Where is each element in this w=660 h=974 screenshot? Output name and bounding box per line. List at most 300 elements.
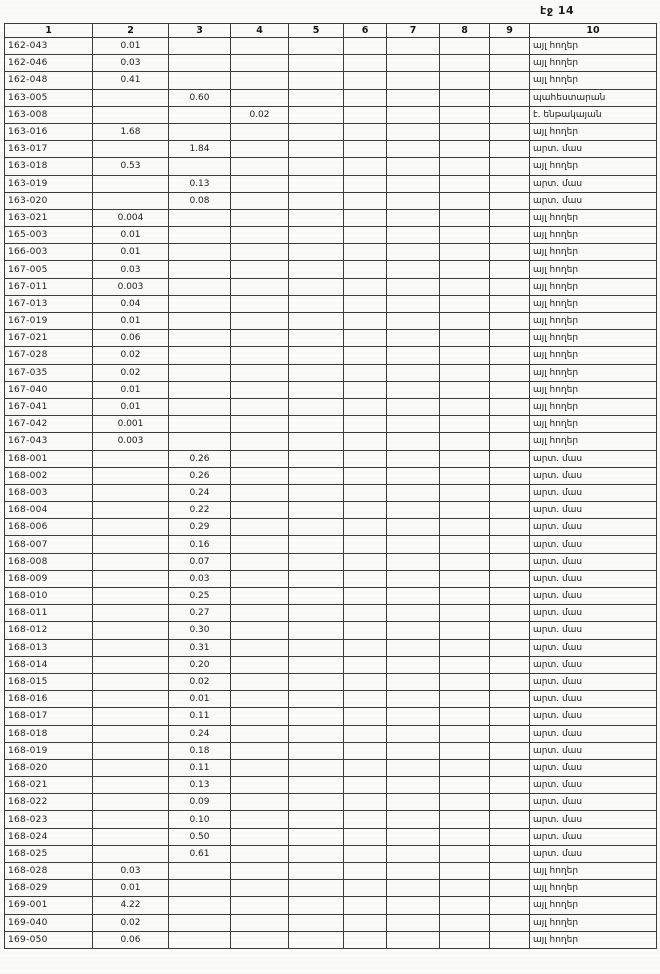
table-row	[5, 742, 657, 759]
row-value	[387, 794, 440, 811]
row-value	[387, 398, 440, 415]
row-value	[169, 433, 231, 450]
row-label: արտ. մաս	[530, 605, 657, 622]
row-value: 0.16	[169, 536, 231, 553]
row-label: արտ. մաս	[530, 467, 657, 484]
row-value	[490, 450, 530, 467]
row-value	[387, 141, 440, 158]
row-label: այլ հողեր	[530, 227, 657, 244]
table-row	[5, 502, 657, 519]
row-label: արտ. մաս	[530, 794, 657, 811]
table-row	[5, 519, 657, 536]
row-value	[169, 931, 231, 948]
row-value: 0.29	[169, 519, 231, 536]
row-value	[93, 708, 169, 725]
row-value	[289, 398, 344, 415]
row-value	[289, 897, 344, 914]
row-value	[387, 639, 440, 656]
row-value: 0.01	[93, 38, 169, 55]
row-label: արտ. մաս	[530, 691, 657, 708]
row-value	[344, 55, 387, 72]
row-value	[289, 777, 344, 794]
table-row	[5, 141, 657, 158]
row-code: 168-029	[5, 880, 93, 897]
row-value	[344, 656, 387, 673]
row-value	[387, 673, 440, 690]
row-code: 165-003	[5, 227, 93, 244]
row-value	[169, 158, 231, 175]
row-value	[387, 725, 440, 742]
row-value: 0.01	[169, 691, 231, 708]
row-value: 0.01	[93, 313, 169, 330]
table-row	[5, 605, 657, 622]
row-value	[169, 209, 231, 226]
column-header-3: 3	[169, 24, 231, 38]
row-value	[440, 897, 490, 914]
row-value	[440, 72, 490, 89]
column-header-1: 1	[5, 24, 93, 38]
row-value	[169, 347, 231, 364]
row-value	[344, 295, 387, 312]
row-value	[289, 570, 344, 587]
row-value	[93, 845, 169, 862]
row-label: այլ հողեր	[530, 880, 657, 897]
row-value	[490, 639, 530, 656]
row-value	[169, 278, 231, 295]
row-value	[490, 742, 530, 759]
row-value	[440, 880, 490, 897]
row-value: 0.31	[169, 639, 231, 656]
row-value	[344, 261, 387, 278]
row-value: 0.01	[93, 880, 169, 897]
row-value	[440, 158, 490, 175]
row-value	[289, 141, 344, 158]
column-header-7: 7	[387, 24, 440, 38]
row-value	[93, 811, 169, 828]
row-value	[490, 467, 530, 484]
row-value	[344, 914, 387, 931]
row-value: 0.24	[169, 484, 231, 501]
row-value	[387, 880, 440, 897]
table-row	[5, 759, 657, 776]
row-value	[387, 553, 440, 570]
table-row	[5, 914, 657, 931]
row-value	[289, 553, 344, 570]
row-value	[289, 175, 344, 192]
row-value	[231, 227, 289, 244]
row-value	[387, 347, 440, 364]
row-value	[231, 141, 289, 158]
row-value	[490, 55, 530, 72]
row-value	[387, 381, 440, 398]
row-code: 167-041	[5, 398, 93, 415]
row-value	[344, 158, 387, 175]
row-value	[387, 588, 440, 605]
row-code: 167-035	[5, 364, 93, 381]
row-value	[490, 433, 530, 450]
row-value	[344, 708, 387, 725]
row-label: այլ հողեր	[530, 158, 657, 175]
row-value: 0.50	[169, 828, 231, 845]
row-value	[440, 639, 490, 656]
row-value: 0.25	[169, 588, 231, 605]
row-label: այլ հողեր	[530, 398, 657, 415]
row-value	[289, 192, 344, 209]
row-value	[387, 278, 440, 295]
row-code: 168-023	[5, 811, 93, 828]
row-code: 167-011	[5, 278, 93, 295]
row-value	[387, 330, 440, 347]
row-value	[169, 330, 231, 347]
table-row	[5, 227, 657, 244]
row-value	[387, 605, 440, 622]
row-value	[93, 141, 169, 158]
row-value	[344, 673, 387, 690]
row-label: արտ. մաս	[530, 742, 657, 759]
row-value	[344, 416, 387, 433]
row-value	[440, 570, 490, 587]
row-code: 168-013	[5, 639, 93, 656]
row-value	[440, 777, 490, 794]
row-value	[344, 570, 387, 587]
table-row	[5, 622, 657, 639]
row-value: 0.10	[169, 811, 231, 828]
row-value	[387, 295, 440, 312]
table-row	[5, 570, 657, 587]
row-value	[93, 639, 169, 656]
row-value	[289, 38, 344, 55]
row-value	[490, 38, 530, 55]
row-label: արտ. մաս	[530, 845, 657, 862]
table-row	[5, 89, 657, 106]
row-code: 162-046	[5, 55, 93, 72]
table-row	[5, 553, 657, 570]
row-label: արտ. մաս	[530, 639, 657, 656]
row-label: արտ. մաս	[530, 570, 657, 587]
table-row	[5, 123, 657, 140]
row-label: արտ. մաս	[530, 622, 657, 639]
row-value	[387, 931, 440, 948]
row-value	[440, 55, 490, 72]
row-value	[289, 828, 344, 845]
row-code: 163-017	[5, 141, 93, 158]
row-value	[231, 244, 289, 261]
row-value	[93, 502, 169, 519]
row-value	[440, 364, 490, 381]
table-row	[5, 330, 657, 347]
row-value	[440, 588, 490, 605]
row-value	[387, 433, 440, 450]
row-value: 0.26	[169, 467, 231, 484]
row-label: այլ հողեր	[530, 347, 657, 364]
row-value	[440, 673, 490, 690]
row-value	[387, 502, 440, 519]
row-label: այլ հողեր	[530, 123, 657, 140]
row-value: 0.41	[93, 72, 169, 89]
row-value	[440, 450, 490, 467]
row-label: այլ հողեր	[530, 278, 657, 295]
row-value	[231, 313, 289, 330]
row-value	[93, 691, 169, 708]
row-value: 0.01	[93, 381, 169, 398]
row-value	[169, 295, 231, 312]
row-value	[231, 914, 289, 931]
row-value	[387, 364, 440, 381]
row-value	[169, 897, 231, 914]
row-value	[289, 880, 344, 897]
row-value	[344, 209, 387, 226]
row-code: 168-024	[5, 828, 93, 845]
row-value	[490, 330, 530, 347]
row-value	[387, 536, 440, 553]
row-value	[344, 519, 387, 536]
row-value: 0.13	[169, 175, 231, 192]
row-value: 0.001	[93, 416, 169, 433]
row-value	[490, 347, 530, 364]
row-value	[93, 175, 169, 192]
row-value	[440, 209, 490, 226]
row-label: արտ. մաս	[530, 673, 657, 690]
row-code: 163-021	[5, 209, 93, 226]
row-value	[490, 691, 530, 708]
row-value	[440, 759, 490, 776]
row-value	[387, 227, 440, 244]
table-row	[5, 244, 657, 261]
row-value	[387, 828, 440, 845]
row-value	[387, 55, 440, 72]
row-value: 0.18	[169, 742, 231, 759]
row-value	[231, 502, 289, 519]
row-value	[169, 914, 231, 931]
row-value	[387, 742, 440, 759]
row-value	[231, 295, 289, 312]
row-value	[289, 330, 344, 347]
row-value	[490, 828, 530, 845]
row-code: 162-043	[5, 38, 93, 55]
row-code: 162-048	[5, 72, 93, 89]
row-value	[289, 484, 344, 501]
row-code: 163-008	[5, 106, 93, 123]
row-value	[344, 880, 387, 897]
row-value	[344, 828, 387, 845]
row-value	[490, 416, 530, 433]
row-label: այլ հողեր	[530, 72, 657, 89]
row-value	[289, 244, 344, 261]
row-value	[231, 622, 289, 639]
row-value	[490, 897, 530, 914]
row-value: 0.27	[169, 605, 231, 622]
row-value: 0.07	[169, 553, 231, 570]
row-value	[344, 897, 387, 914]
row-value	[344, 502, 387, 519]
row-value	[387, 123, 440, 140]
row-code: 168-020	[5, 759, 93, 776]
row-value	[169, 55, 231, 72]
row-value	[344, 536, 387, 553]
row-value	[490, 914, 530, 931]
row-value	[289, 364, 344, 381]
row-value	[231, 364, 289, 381]
row-value	[440, 416, 490, 433]
table-row	[5, 450, 657, 467]
table-row	[5, 55, 657, 72]
row-value	[344, 227, 387, 244]
row-value	[440, 914, 490, 931]
row-code: 168-021	[5, 777, 93, 794]
row-value	[387, 38, 440, 55]
table-row	[5, 897, 657, 914]
row-value	[490, 502, 530, 519]
row-label: արտ. մաս	[530, 192, 657, 209]
row-value	[169, 38, 231, 55]
row-value	[231, 381, 289, 398]
row-value	[440, 811, 490, 828]
table-row	[5, 295, 657, 312]
row-value	[440, 742, 490, 759]
row-value	[231, 398, 289, 415]
row-code: 168-014	[5, 656, 93, 673]
row-value	[440, 622, 490, 639]
row-value: 0.13	[169, 777, 231, 794]
row-label: արտ. մաս	[530, 656, 657, 673]
row-value	[344, 38, 387, 55]
row-code: 168-017	[5, 708, 93, 725]
row-value	[387, 811, 440, 828]
table-row	[5, 398, 657, 415]
row-value: 0.26	[169, 450, 231, 467]
row-value	[289, 794, 344, 811]
row-value	[289, 347, 344, 364]
row-value	[440, 141, 490, 158]
row-value	[344, 725, 387, 742]
row-value	[490, 880, 530, 897]
row-value	[387, 519, 440, 536]
row-value	[490, 209, 530, 226]
row-value	[344, 622, 387, 639]
row-value	[93, 759, 169, 776]
row-value	[231, 639, 289, 656]
row-label: արտ. մաս	[530, 484, 657, 501]
row-value: 1.84	[169, 141, 231, 158]
row-code: 168-012	[5, 622, 93, 639]
row-code: 168-003	[5, 484, 93, 501]
row-value	[490, 295, 530, 312]
row-value	[440, 519, 490, 536]
row-value	[490, 364, 530, 381]
row-value: 0.01	[93, 244, 169, 261]
row-value	[387, 158, 440, 175]
row-code: 163-005	[5, 89, 93, 106]
column-header-2: 2	[93, 24, 169, 38]
row-value	[387, 570, 440, 587]
row-label: արտ. մաս	[530, 519, 657, 536]
row-value	[387, 450, 440, 467]
row-value	[440, 381, 490, 398]
row-value	[344, 742, 387, 759]
row-code: 169-050	[5, 931, 93, 948]
row-value	[490, 536, 530, 553]
row-value	[231, 897, 289, 914]
row-label: այլ հողեր	[530, 295, 657, 312]
row-value: 0.004	[93, 209, 169, 226]
row-code: 168-025	[5, 845, 93, 862]
row-value	[387, 656, 440, 673]
row-value	[344, 639, 387, 656]
row-value	[231, 416, 289, 433]
row-code: 168-008	[5, 553, 93, 570]
row-label: արտ. մաս	[530, 725, 657, 742]
row-value: 0.06	[93, 330, 169, 347]
table-row	[5, 313, 657, 330]
row-value	[289, 278, 344, 295]
row-value: 0.02	[93, 364, 169, 381]
table-row	[5, 192, 657, 209]
row-value	[440, 123, 490, 140]
row-value	[93, 725, 169, 742]
row-value	[490, 141, 530, 158]
row-value: 0.03	[169, 570, 231, 587]
row-value	[231, 673, 289, 690]
row-value	[387, 759, 440, 776]
row-label: արտ. մաս	[530, 450, 657, 467]
row-value	[289, 725, 344, 742]
row-code: 168-001	[5, 450, 93, 467]
row-value	[231, 845, 289, 862]
table-row	[5, 811, 657, 828]
row-value	[231, 536, 289, 553]
row-value	[93, 89, 169, 106]
row-value	[289, 536, 344, 553]
row-value	[440, 863, 490, 880]
row-value	[344, 863, 387, 880]
row-value	[169, 880, 231, 897]
row-value	[440, 38, 490, 55]
row-value	[231, 209, 289, 226]
row-value	[289, 261, 344, 278]
row-value	[344, 450, 387, 467]
row-value	[344, 811, 387, 828]
table-row	[5, 175, 657, 192]
row-code: 168-010	[5, 588, 93, 605]
row-value	[440, 691, 490, 708]
row-value	[231, 588, 289, 605]
row-label: այլ հողեր	[530, 914, 657, 931]
table-row	[5, 880, 657, 897]
row-label: արտ. մաս	[530, 141, 657, 158]
table-row	[5, 691, 657, 708]
row-value	[490, 588, 530, 605]
table-row	[5, 381, 657, 398]
row-value	[289, 209, 344, 226]
row-label: այլ հողեր	[530, 38, 657, 55]
row-value	[344, 313, 387, 330]
row-value	[231, 811, 289, 828]
row-value	[289, 450, 344, 467]
row-value: 0.22	[169, 502, 231, 519]
table-row	[5, 484, 657, 501]
row-value	[344, 433, 387, 450]
row-value	[387, 691, 440, 708]
row-code: 163-018	[5, 158, 93, 175]
row-code: 168-016	[5, 691, 93, 708]
row-value	[344, 931, 387, 948]
row-value	[344, 759, 387, 776]
row-value	[440, 347, 490, 364]
row-code: 168-022	[5, 794, 93, 811]
row-value: 0.02	[93, 914, 169, 931]
row-value	[387, 467, 440, 484]
row-label: այլ հողեր	[530, 330, 657, 347]
